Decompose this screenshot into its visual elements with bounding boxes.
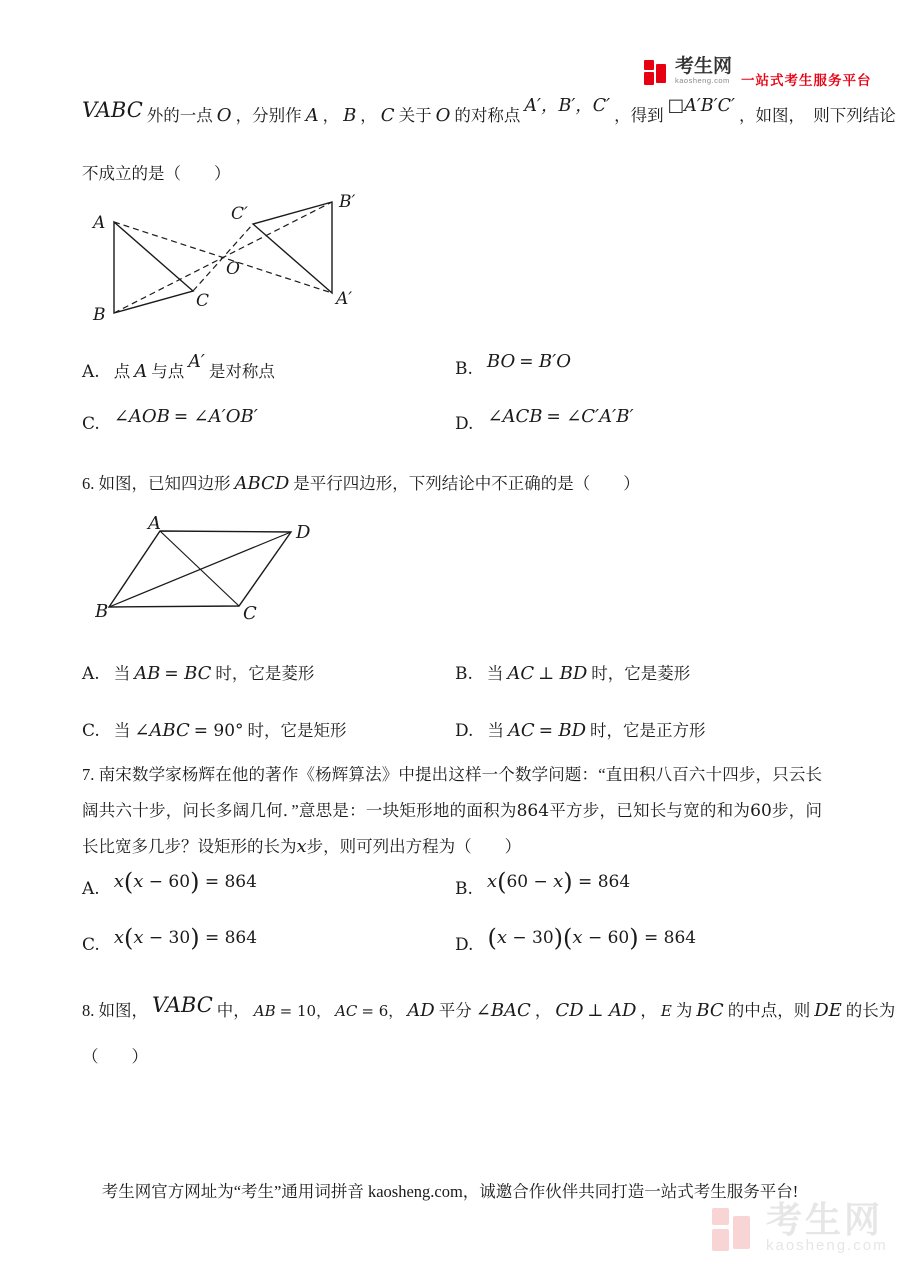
vertex-label-C: C (243, 603, 257, 624)
q5-stem-seg: ， (322, 106, 340, 125)
option-label: C. (82, 721, 100, 741)
q5-option-a (82, 352, 275, 382)
option-text: − 60 (582, 928, 630, 948)
q8-stem-seg: AC (335, 1002, 358, 1020)
q5-stem-seg: 的对称点 (454, 106, 521, 125)
option-text: = (546, 407, 567, 427)
option-text: 当 (113, 721, 131, 740)
vertex-label-Cp: C′ (231, 204, 248, 224)
option-label: C. (82, 935, 100, 955)
q5-stem-seg: C (380, 105, 395, 126)
option-text: x (133, 927, 144, 948)
q6-stem (82, 470, 640, 494)
option-text: x (553, 871, 564, 892)
q8-stem-seg: = 6， (361, 1002, 404, 1020)
option-text: 时，它是菱形 (215, 664, 315, 683)
q8-stem-seg: ， (640, 1001, 657, 1020)
option-text: ) (563, 868, 573, 896)
q8-stem-seg: 中， (216, 1001, 250, 1020)
q8-stem-seg: AB (253, 1002, 276, 1020)
option-text: BD (559, 663, 588, 684)
q5-stem-line2: 不成立的是（ ） (82, 164, 231, 183)
option-text: A′ (188, 352, 205, 372)
option-label: D. (455, 721, 474, 741)
option-text: BD (558, 720, 587, 741)
option-text: ( (563, 924, 573, 952)
q5-stem-seg: O (435, 105, 451, 126)
option-label: C. (82, 414, 100, 434)
option-text: x (113, 927, 124, 948)
q8-stem-seg: ， (534, 1001, 552, 1020)
q5-stem-seg: VABC (82, 98, 143, 122)
q5-figure (80, 190, 380, 340)
q5-stem-seg: ，得到 (614, 106, 664, 125)
option-text: 是对称点 (208, 362, 275, 381)
option-text: BO (486, 351, 516, 372)
option-text: x (496, 927, 507, 948)
option-text: ∠AOB (113, 406, 170, 427)
q7-stem-seg: 60 (750, 801, 772, 821)
vertex-label-B: B (95, 601, 109, 622)
q6-option-d (455, 717, 706, 741)
brand-tagline: 一站式考生服务平台 (741, 73, 872, 88)
option-text: ) (629, 924, 639, 952)
vertex-label-A: A (148, 515, 161, 534)
vertex-label-D: D (296, 522, 311, 543)
option-text: ∠C′A′B′ (566, 406, 634, 427)
q6-option-b (455, 660, 690, 684)
option-text: ∠ACB (487, 406, 543, 427)
option-text: ⊥ (538, 664, 560, 684)
option-text: ∠A′OB′ (193, 406, 258, 427)
q5-stem-seg: 外的一点 (146, 106, 213, 125)
watermark-sub: kaosheng.com (766, 1237, 888, 1254)
q8-stem-seg: 的中点，则 (727, 1001, 811, 1020)
option-label: A. (82, 664, 100, 684)
q8-stem-seg: ∠BAC (475, 1000, 531, 1021)
q8-stem-seg: 平分 (438, 1001, 472, 1020)
q8-stem-line2: （ ） (82, 1047, 148, 1066)
q7-stem-seg: x (296, 836, 307, 857)
q7-stem (82, 757, 822, 865)
q6-stem-seg: ABCD (234, 473, 290, 494)
q5-stem-seg: □A′B′C′ (667, 96, 735, 116)
option-text: = 864 (638, 928, 697, 948)
option-text: = (519, 352, 539, 372)
vertex-label-B: B (93, 305, 106, 325)
option-text: ( (497, 868, 507, 896)
option-text: 当 (113, 664, 131, 683)
option-label: B. (455, 359, 473, 379)
option-text: ) (190, 868, 200, 896)
q8-stem-seg: BC (696, 1000, 724, 1021)
q5-stem-seg: ，分别作 (235, 106, 302, 125)
option-text: 时，它是矩形 (247, 721, 347, 740)
q5-stem-seg: ， (360, 106, 377, 125)
option-label: B. (455, 879, 473, 899)
option-text: ) (553, 924, 564, 952)
brand-block (675, 57, 732, 85)
option-text: 60 − (506, 872, 554, 892)
option-text: = 864 (199, 928, 258, 948)
option-text: = 864 (572, 872, 631, 892)
option-text: 与点 (151, 362, 185, 381)
watermark (712, 1199, 888, 1258)
option-text: x (572, 927, 583, 948)
q5-stem-line1 (82, 96, 896, 127)
q5-option-b (455, 351, 571, 379)
footer-text: 考生网官方网址为“考生”通用词拼音 kaosheng.com，诚邀合作伙伴共同打造一站式考生服务平台! (101, 1182, 799, 1201)
vertex-label-A: A (93, 213, 106, 233)
q7-stem-seg: 步，则可列出方程为（ ） (306, 837, 522, 856)
option-text: 时，它是正方形 (590, 721, 706, 740)
q8-stem-seg: = 10， (279, 1002, 332, 1020)
option-text: ∠ABC (134, 720, 190, 741)
watermark-text-block (766, 1199, 888, 1254)
q8-stem-seg: VABC (152, 993, 213, 1017)
q7-stem-seg: 864 (516, 801, 550, 821)
q6-stem-seg: 6. 如图，已知四边形 (82, 474, 231, 493)
q5-stem-seg: O (216, 105, 232, 126)
option-text: 点 (113, 362, 131, 381)
q8-stem-seg: 的长为 (845, 1001, 896, 1020)
vertex-label-Ap: A′ (336, 289, 353, 309)
option-text: − 60 (143, 872, 191, 892)
option-text: BC (184, 663, 212, 684)
option-text: AC (507, 663, 535, 684)
q5-stem-seg: ，如图， 则下列结论 (739, 106, 896, 125)
q7-stem-seg: 平方步，已知长与宽的和为 (549, 801, 751, 820)
brand-text: 考生网 (675, 56, 733, 77)
option-text: − 30 (506, 928, 554, 948)
option-text: = 90° (193, 721, 244, 741)
option-text: ( (487, 924, 497, 952)
option-text: x (486, 871, 498, 892)
option-text: B′O (538, 351, 571, 372)
option-text: ) (190, 924, 200, 952)
option-text: = 864 (199, 872, 257, 892)
option-label: B. (455, 664, 473, 684)
q6-figure (95, 515, 325, 627)
vertex-label-O: O (226, 259, 240, 279)
kaosheng-logo-icon (644, 57, 670, 87)
q7-option-a (82, 868, 257, 903)
q6-option-c (82, 717, 347, 741)
q5-stem-seg: A′，B′，C′ (524, 96, 611, 116)
option-label: A. (82, 362, 100, 382)
option-text: x (113, 871, 124, 892)
q6-stem-seg: 是平行四边形，下列结论中不正确的是（ ） (293, 474, 640, 493)
option-text: A (134, 361, 148, 382)
option-text: = (538, 721, 559, 741)
q8-stem (82, 993, 896, 1021)
option-text: = (164, 664, 185, 684)
option-label: D. (455, 414, 474, 434)
q5-option-d (455, 406, 634, 434)
q5-option-c (82, 406, 258, 434)
option-text: 当 (486, 664, 504, 683)
q8-stem-seg: 为 (675, 1001, 693, 1020)
option-text: x (133, 871, 144, 892)
q7-option-c (82, 924, 258, 959)
watermark-logo-icon (712, 1203, 758, 1258)
q5-stem-seg: B (343, 105, 357, 126)
q7-option-d (455, 924, 697, 959)
brand-subtext: kaosheng.com (675, 76, 730, 85)
q5-stem-seg: A (305, 105, 319, 126)
q8-stem-seg: ⊥ (587, 1001, 609, 1021)
q6-option-a (82, 660, 314, 684)
option-label: D. (455, 935, 474, 955)
q7-option-b (455, 868, 631, 903)
option-text: 当 (487, 721, 504, 740)
q8-stem-seg: CD (555, 1000, 584, 1021)
option-text: 时，它是菱形 (591, 664, 691, 683)
q8-stem-seg: E (660, 1002, 672, 1020)
option-text: − 30 (143, 928, 191, 948)
q5-stem-seg: 关于 (398, 106, 432, 125)
q8-stem-seg: DE (814, 1000, 842, 1021)
vertex-label-Bp: B′ (339, 192, 356, 212)
q7-stem-seg: 步，问长比宽多几步？设矩形的长为 (82, 801, 823, 856)
option-label: A. (82, 879, 100, 899)
option-text: = (173, 407, 194, 427)
q8-stem-seg: 8. 如图， (82, 1001, 148, 1020)
header-logo (644, 57, 872, 89)
option-text: AB (134, 663, 161, 684)
option-text: AC (507, 720, 535, 741)
q8-stem-seg: AD (407, 1000, 435, 1021)
vertex-label-C: C (196, 291, 210, 311)
watermark-brand: 考生网 (766, 1199, 884, 1240)
q8-stem-seg: AD (608, 1000, 637, 1021)
option-text: ( (123, 924, 134, 952)
q7-stem-seg: 7. 南宋数学家杨辉在他的著作《杨辉算法》中提出这样一个数学问题：“直田积八百六十四步，只云长阔共六十步，问长多阔几何．”意思是：一块矩形地的面积为 (82, 765, 822, 820)
option-text: ( (123, 868, 134, 896)
